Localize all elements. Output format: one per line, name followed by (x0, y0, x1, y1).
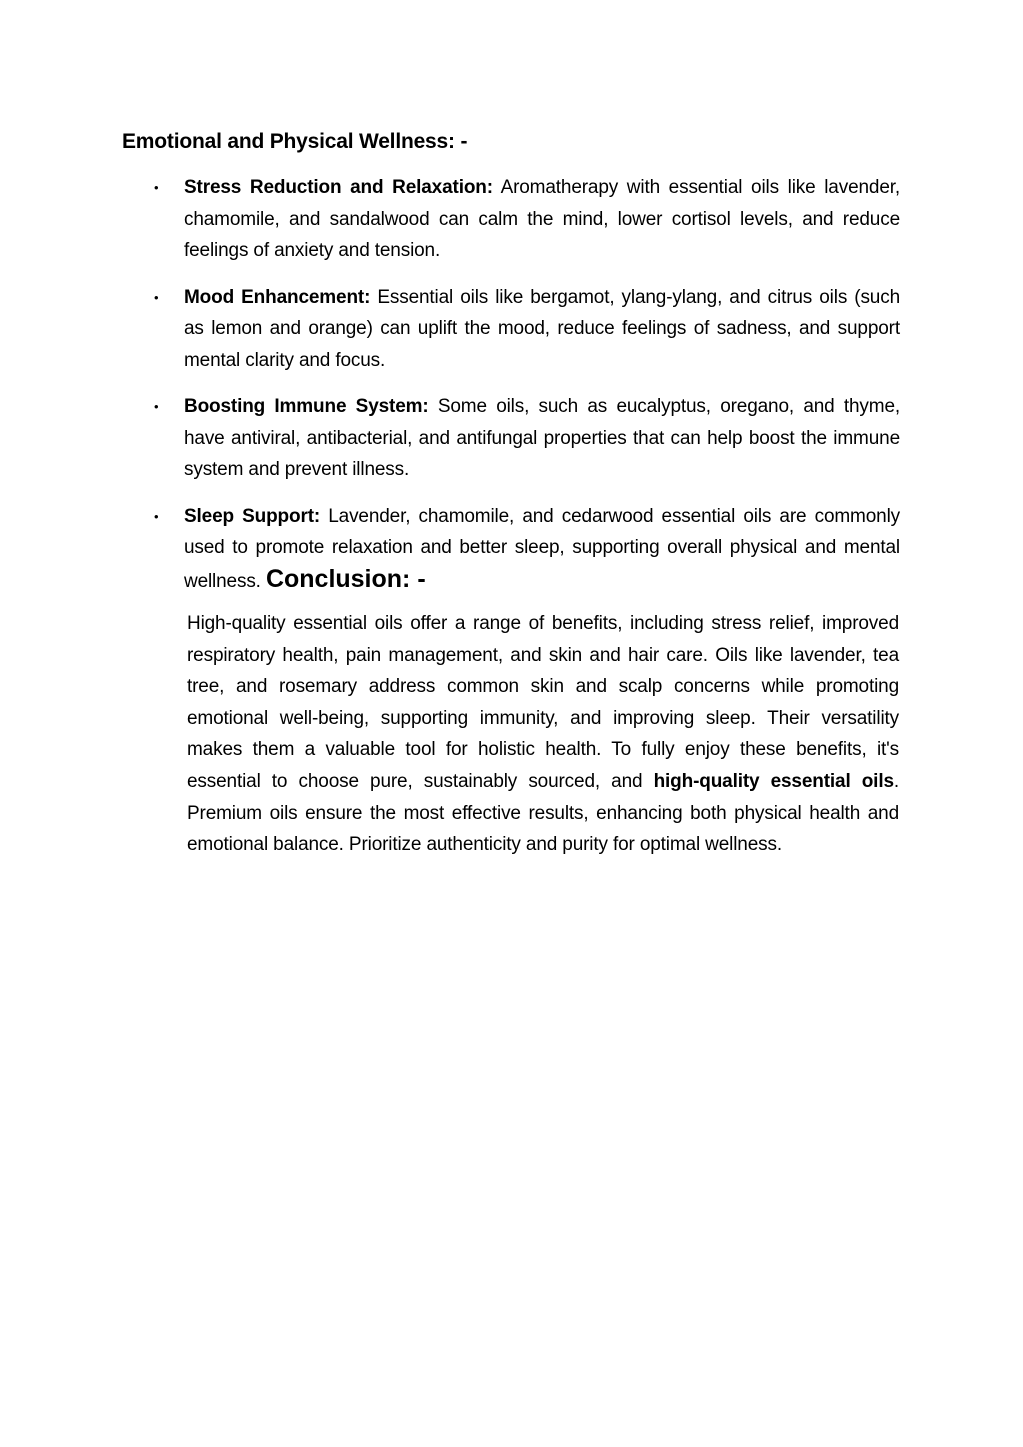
conclusion-bold-phrase: high-quality essential oils (653, 770, 894, 792)
list-item (150, 282, 900, 377)
section-heading: Emotional and Physical Wellness: - (122, 130, 468, 153)
item-title: Stress Reduction and Relaxation: (184, 177, 493, 198)
item-text: Essential oils like bergamot, ylang-ylang, and citrus oils (such as lemon and orange) can uplift the mood, reduce feelings of sadness, and support mental clarity and focus. (184, 286, 900, 371)
item-text: Aromatherapy with essential oils like lavender, chamomile, and sandalwood can calm the mind, lower cortisol levels, and reduce feelings of anxiety and tension. (184, 177, 900, 261)
bullet-icon: • (154, 289, 159, 305)
list-item (150, 501, 900, 598)
conclusion-text-part: . Premium oils ensure the most effective results, enhancing both physical health and emotional balance. Prioritize authenticity and purity for optimal wellness. (187, 770, 900, 856)
item-title: Sleep Support: (184, 505, 321, 527)
list-item (150, 172, 900, 267)
item-title: Boosting Immune System: (184, 396, 429, 417)
item-title: Mood Enhancement: (184, 286, 371, 308)
list-item (150, 391, 900, 486)
conclusion-paragraph (187, 608, 899, 861)
bullet-icon: • (154, 508, 159, 524)
bullet-icon: • (154, 399, 159, 414)
item-text: Lavender, chamomile, and cedarwood essential oils are commonly used to promote relaxation and better sleep, supporting overall physical and mental wellness. (184, 505, 900, 592)
bullet-icon: • (154, 180, 159, 195)
item-text: Some oils, such as eucalyptus, oregano, and thyme, have antiviral, antibacterial, and antifungal properties that can help boost the immune system and prevent illness. (184, 396, 900, 480)
conclusion-heading: Conclusion: - (265, 564, 426, 593)
conclusion-text-part: High-quality essential oils offer a range of benefits, including stress relief, improved respiratory health, pain management, and skin and hair care. Oils like lavender, tea tree, and rosemary address common skin and scalp concerns while promoting emotional well-being, supporting immunity, and improving sleep. Their versatility makes them a valuable tool for holistic health. To fully enjoy these benefits, it's essential to choose pure, sustainably sourced, and (187, 613, 899, 792)
bullet-list (150, 172, 900, 612)
